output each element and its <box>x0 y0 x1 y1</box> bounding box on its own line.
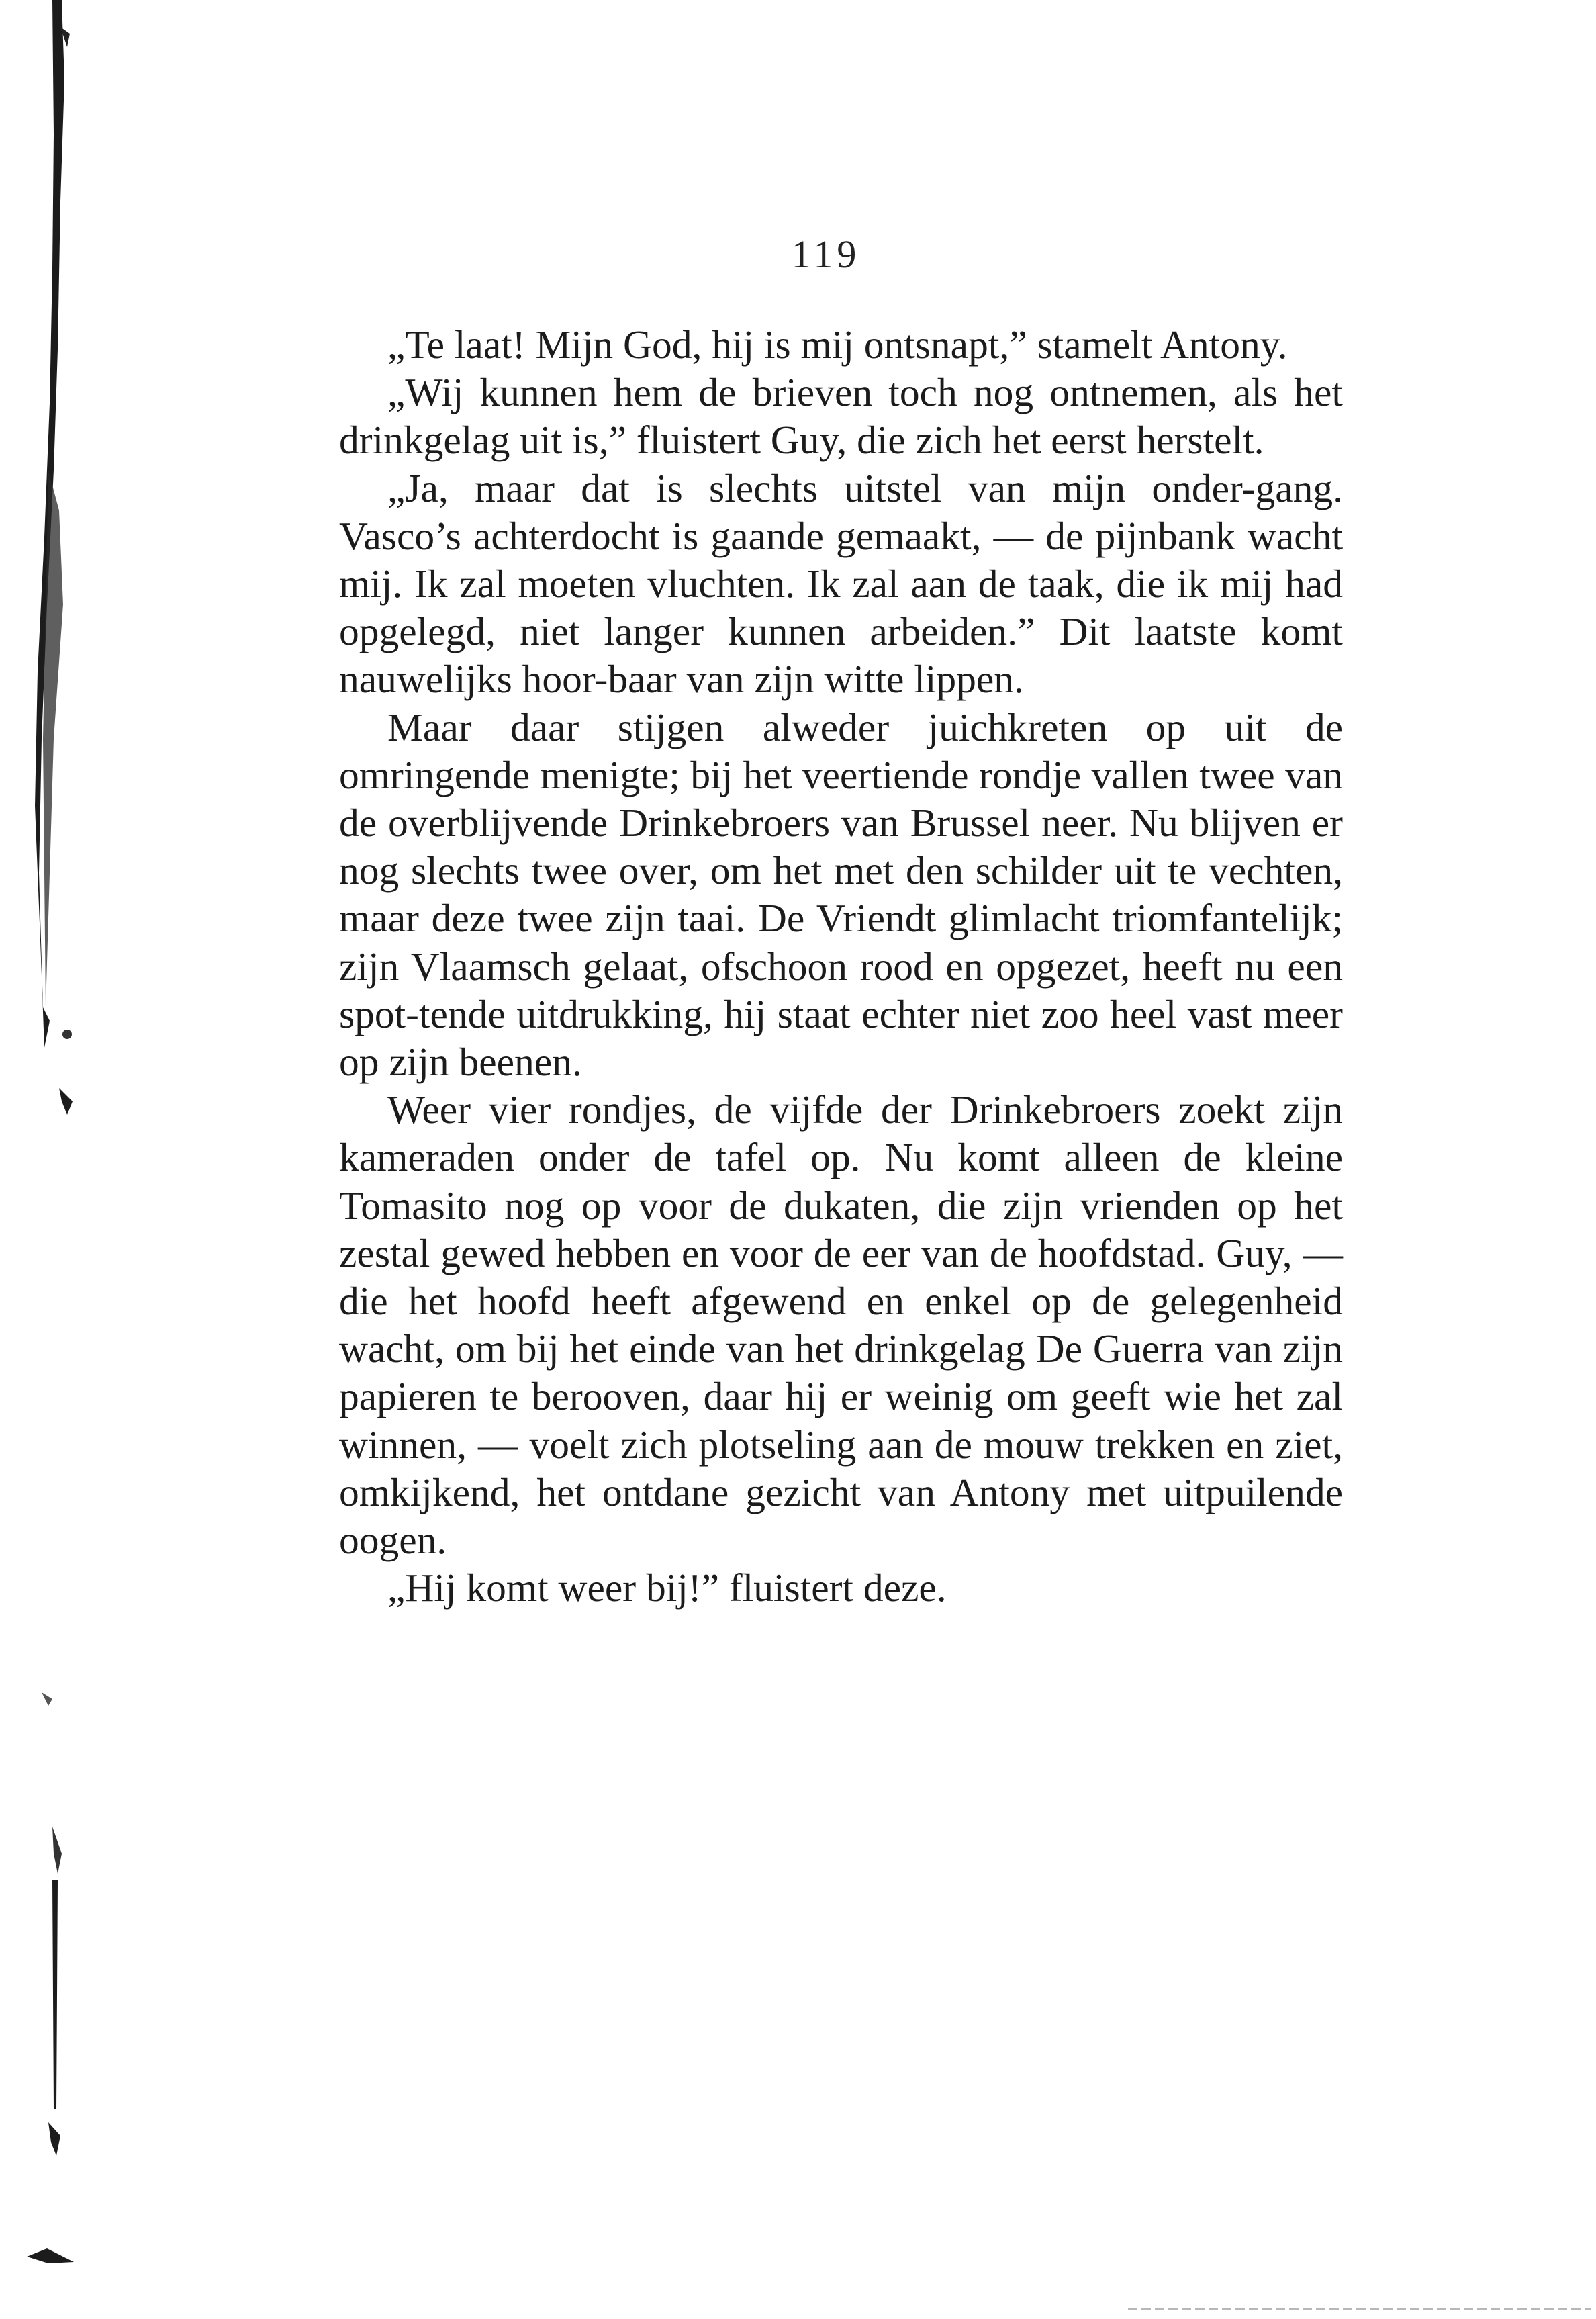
paragraph: „Wij kunnen hem de brieven toch nog ontnemen, als het drinkgelag uit is,” fluistert Guy, die zich het eerst herstelt. <box>339 370 1343 463</box>
body-text <box>339 321 1343 1612</box>
paragraph: „Ja, maar dat is slechts uitstel van mijn onder-gang. Vasco’s achterdocht is gaande gemaakt, — de pijnbank wacht mij. Ik zal moeten vluchten. Ik zal aan de taak, die ik mij had opgelegd, niet langer kunnen arbeiden.” Dit laatste komt nauwelijks hoor-baar van zijn witte lippen. <box>339 465 1343 702</box>
paragraph: Maar daar stijgen alweder juichkreten op uit de omringende menigte; bij het veertiende rondje vallen twee van de overblijvende Drinkebroers van Brussel neer. Nu blijven er nog slechts twee over, om het met den schilder uit te vechten, maar deze twee zijn taai. De Vriendt glimlacht triomfantelijk; zijn Vlaamsch gelaat, ofschoon rood en opgezet, heeft nu een spot-tende uitdrukking, hij staat echter niet zoo heel vast meer op zijn beenen. <box>339 704 1343 1085</box>
paragraph: „Te laat! Mijn God, hij is mij ontsnapt,” stamelt Antony. <box>387 322 1288 367</box>
paragraph: „Hij komt weer bij!” fluistert deze. <box>387 1565 947 1610</box>
page-number: 119 <box>791 232 861 276</box>
scan-edge-line <box>1128 2308 1591 2310</box>
binding-edge-artifact <box>0 0 118 2319</box>
paragraph: Weer vier rondjes, de vijfde der Drinkebroers zoekt zijn kameraden onder de tafel op. Nu komt alleen de kleine Tomasito nog op voor de dukaten, die zijn vrienden op het zestal gewed hebben en voor de eer van de hoofdstad. Guy, — die het hoofd heeft afgewend en enkel op de gelegenheid wacht, om bij het einde van het drinkgelag De Guerra van zijn papieren te berooven, daar hij er weinig om geeft wie het zal winnen, — voelt zich plotseling aan de mouw trekken en ziet, omkijkend, het ontdane gezicht van Antony met uitpuilende oogen. <box>339 1087 1343 1563</box>
